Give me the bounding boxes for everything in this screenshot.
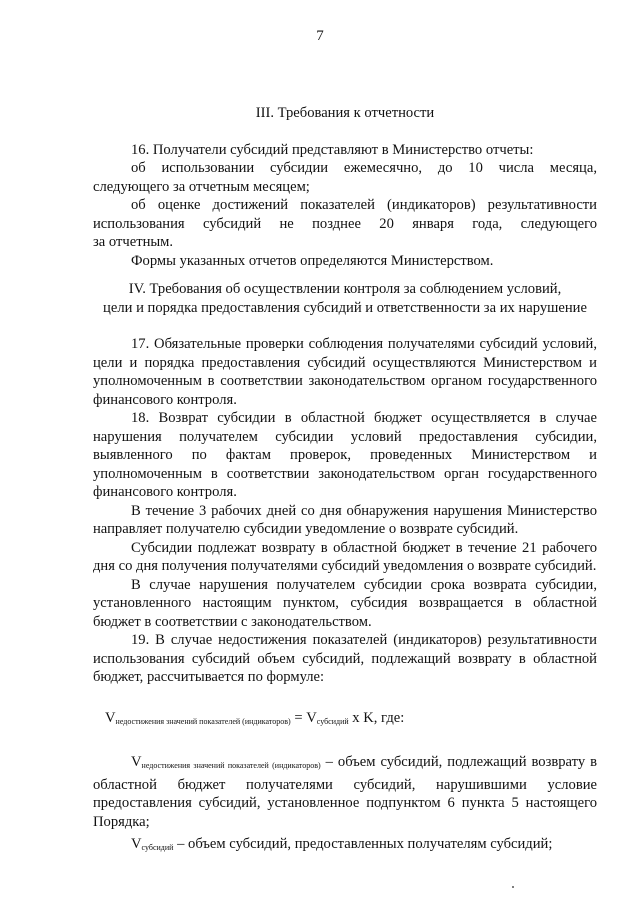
- paragraph-18d: В случае нарушения получателем субсидии срока возврата субсидии, установленного настоящим пунктом, субсидия возвращается в областной бюджет в соответствии с законодательством.: [93, 576, 597, 630]
- paragraph-18: 18. Возврат субсидии в областной бюджет осуществляется в случае нарушения получателем субсидии условий предоставления субсидии, выявленного по фактам проверок, проведенных Министерством и уполномоченным в соответствии законодательством орган государственного финансового контроля.: [93, 410, 597, 500]
- paragraph-18b: В течение 3 рабочих дней со дня обнаружения нарушения Министерство направляет получателю субсидии уведомление о возврате субсидий.: [93, 502, 597, 537]
- def1-v: V: [131, 754, 142, 770]
- paragraph-16: 16. Получатели субсидий представляют в Министерство отчеты:: [131, 141, 534, 158]
- def2-sub: субсидий: [141, 843, 174, 852]
- definition-1: [93, 753, 597, 831]
- paragraph-16b-line1: об оценке достижений показателей (индикаторов) результативности: [131, 197, 597, 213]
- paragraph-19: 19. В случае недостижения показателей (индикаторов) результативности использования субсидий объем субсидий, подлежащий возврату в областной бюджет, рассчитывается по формуле:: [93, 632, 597, 685]
- formula-sub-right: субсидий: [316, 716, 349, 726]
- formula-eq: = V: [290, 709, 317, 726]
- scan-speck: [512, 886, 514, 888]
- section-4-title-line1: IV. Требования об осуществлении контроля за соблюдением условий,: [128, 281, 562, 297]
- paragraph-16c: Формы указанных отчетов определяются Министерством.: [131, 252, 494, 269]
- paragraph-16b-line3: за отчетным.: [93, 234, 174, 250]
- formula: [93, 709, 597, 732]
- paragraph-16b-line2: использования субсидий не позднее 20 января года, следующего: [93, 215, 597, 232]
- def2-text: – объем субсидий, предоставленных получателям субсидий;: [173, 836, 553, 852]
- def2-v: V: [131, 836, 142, 852]
- definition-2: [93, 835, 597, 858]
- formula-rest: x K, где:: [348, 709, 405, 726]
- page-number: 7: [316, 28, 324, 44]
- section-4-title: [93, 280, 597, 317]
- formula-v-left: V: [105, 709, 116, 726]
- paragraph-16a-line1: об использовании субсидии ежемесячно, до 10 числа месяца,: [131, 160, 597, 176]
- section-3-title: III. Требования к отчетности: [255, 105, 435, 121]
- formula-sub-left: недостижения значений показателей (индикаторов): [115, 716, 291, 726]
- paragraph-16a-line2: следующего за отчетным месяцем;: [93, 178, 310, 195]
- paragraph-18c: Субсидии подлежат возврату в областной бюджет в течение 21 рабочего дня со дня получения получателями субсидий уведомления о возврате субсидий.: [93, 539, 597, 574]
- section-4-title-line2: цели и порядка предоставления субсидий и ответственности за их нарушение: [103, 299, 587, 316]
- document-body: [93, 104, 597, 858]
- def1-text: – объем субсидий, подлежащий возврату в областной бюджет получателями субсидий, нарушившими условие предоставления субсидий, установленное подпунктом 6 пункта 5 настоящего Порядка;: [93, 754, 598, 830]
- paragraph-17: 17. Обязательные проверки соблюдения получателями субсидий условий, цели и порядка предоставления субсидий осуществляются Министерством и уполномоченным в соответствии законодательством органом государственного финансового контроля.: [93, 336, 597, 408]
- def1-sub: недостижения значений показателей (индикаторов): [141, 761, 321, 770]
